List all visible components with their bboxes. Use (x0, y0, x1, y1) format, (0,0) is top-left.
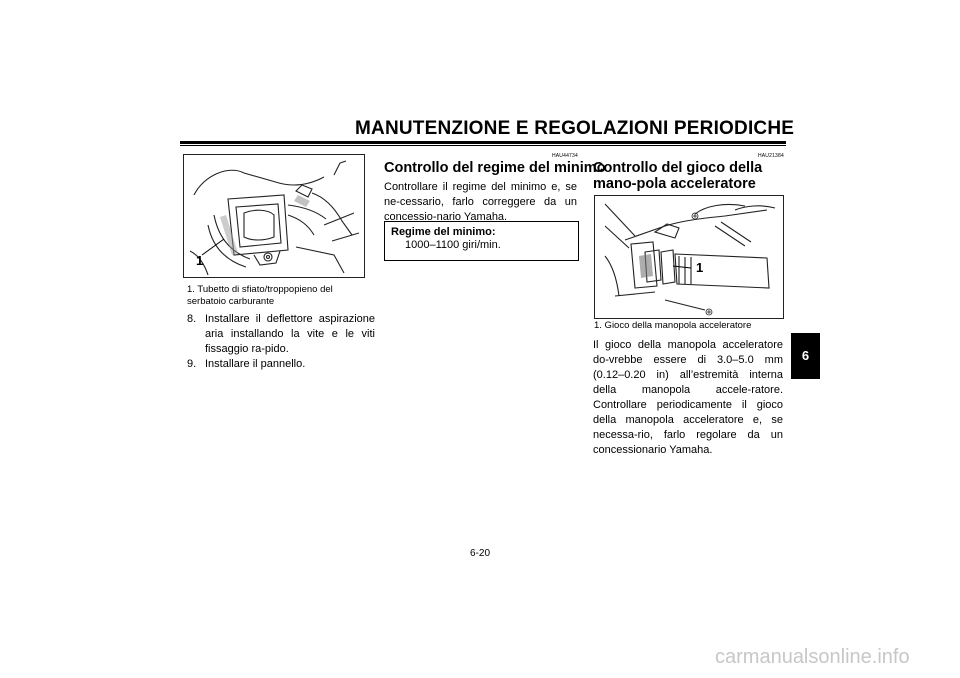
step-number: 9. (187, 358, 197, 370)
figure-callout-number: 1 (696, 260, 704, 275)
section-code: HAU44734 (551, 153, 578, 159)
section-body: Il gioco della manopola acceleratore do-vrebbe essere di 3.0–5.0 mm (0.12–0.20 in) all’estremità interna della manopola accele-ratore. Controllare periodicamente il gioco della manopola acceleratore e, se necessa-rio, farlo regolare da un concessionario Yamaha. (593, 339, 783, 456)
engine-illustration (184, 155, 364, 277)
figure-caption: 1. Tubetto di sfiato/troppopieno del serbatoio carburante (187, 284, 333, 307)
step-item (187, 357, 375, 372)
chapter-tab: 6 (791, 333, 820, 379)
step-text: Installare il pannello. (205, 358, 306, 370)
page-header-title: MANUTENZIONE E REGOLAZIONI PERIODICHE (355, 118, 795, 139)
step-item (187, 312, 375, 357)
throttle-grip-figure (594, 195, 784, 319)
step-text: Installare il deflettore aspirazione aria installando la vite e le viti fissaggio ra-pido. (205, 313, 375, 355)
installation-steps (187, 312, 375, 372)
section-code: HAU21384 (757, 153, 784, 159)
section-heading: Controllo del regime del minimo (384, 160, 606, 176)
section-heading: Controllo del gioco della mano-pola acceleratore (593, 160, 763, 192)
page-number: 6-20 (469, 548, 490, 559)
idle-speed-spec-box (384, 221, 579, 261)
figure-callout-number: 1 (196, 253, 204, 268)
fuel-tank-breather-figure (183, 154, 365, 278)
step-number: 8. (187, 313, 197, 325)
header-rule (180, 141, 786, 144)
spec-value: 1000–1100 giri/min. (405, 239, 501, 251)
section-body: Controllare il regime del minimo e, se ne-cessario, farlo correggere da un concessio-nario Yamaha. (384, 181, 577, 223)
spec-label: Regime del minimo: (391, 226, 496, 238)
figure-caption: 1. Gioco della manopola acceleratore (594, 320, 752, 331)
watermark: carmanualsonline.info (715, 646, 910, 668)
header-rule-thin (180, 145, 786, 146)
handlebar-illustration (595, 196, 783, 318)
